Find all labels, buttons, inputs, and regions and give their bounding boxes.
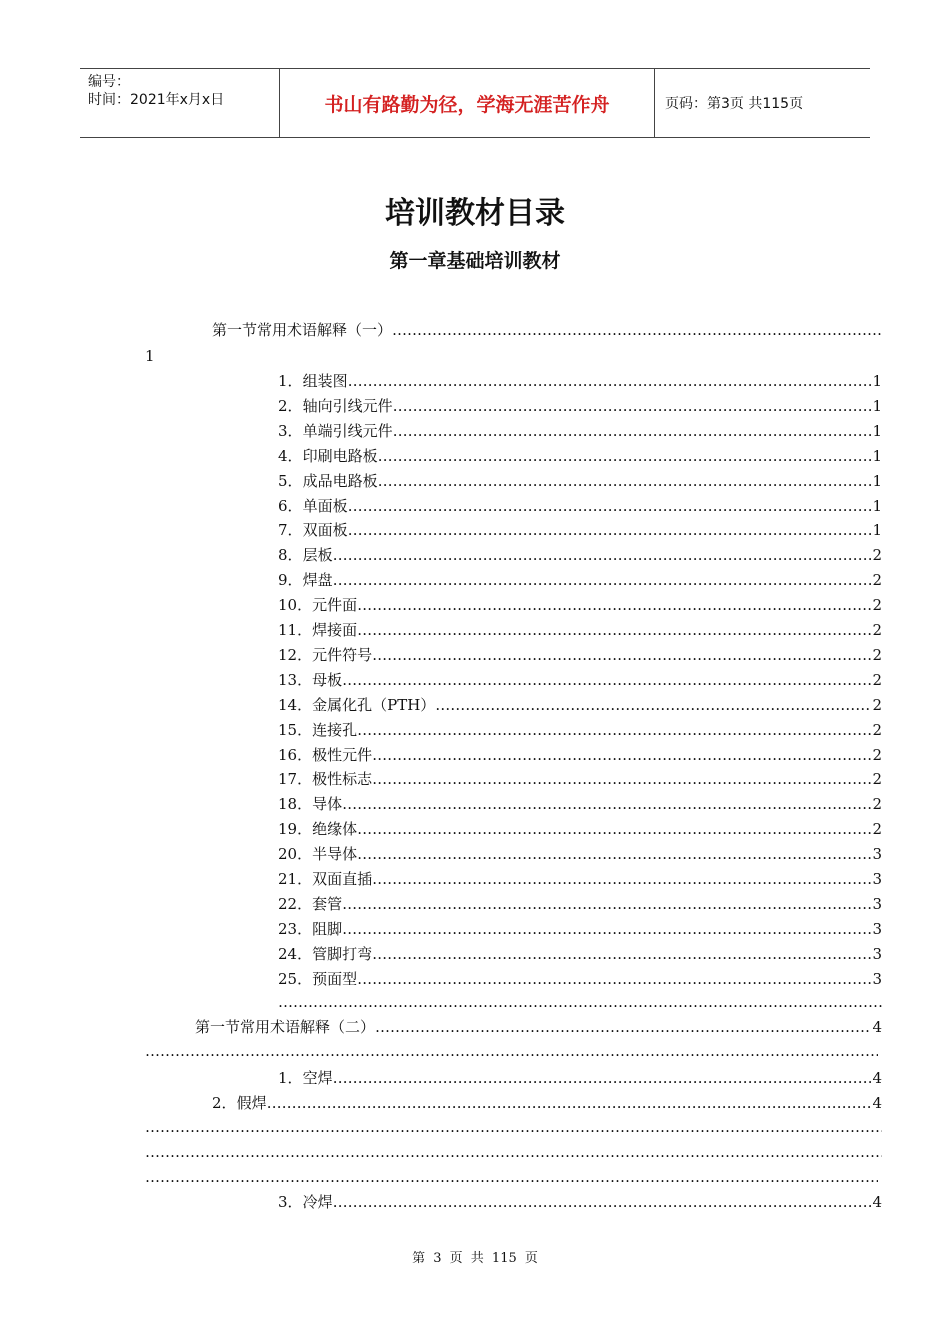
toc-item-number: 12 bbox=[278, 645, 298, 664]
leader-dots bbox=[357, 819, 871, 839]
toc-item-text: 元件符号 bbox=[312, 645, 373, 664]
toc-item-page: 1 bbox=[872, 521, 882, 540]
page-title: 培训教材目录 bbox=[385, 196, 565, 231]
leader-dots bbox=[372, 645, 871, 665]
number-separator: ． bbox=[297, 969, 313, 988]
toc-item bbox=[278, 396, 882, 416]
toc-item-number: 19 bbox=[278, 820, 298, 839]
toc-item-text: 单面板 bbox=[302, 496, 348, 515]
toc-item-label bbox=[278, 545, 333, 565]
number-separator: ． bbox=[287, 1069, 303, 1087]
number-separator: ． bbox=[297, 944, 313, 963]
toc-item bbox=[278, 520, 882, 540]
toc-item-page: 3 bbox=[872, 969, 882, 988]
number-separator: ． bbox=[287, 1193, 303, 1211]
toc-item-page: 3 bbox=[872, 870, 882, 888]
toc-item-page: 2 bbox=[872, 820, 882, 839]
leader-dots bbox=[357, 969, 871, 989]
toc-item-number: 11 bbox=[278, 621, 298, 639]
toc-item bbox=[278, 1068, 882, 1088]
page-header bbox=[80, 68, 870, 138]
toc-item-text: 焊接面 bbox=[312, 621, 358, 639]
toc-item-label bbox=[278, 894, 342, 914]
toc-item-page: 2 bbox=[872, 795, 882, 814]
toc-item-label bbox=[278, 446, 378, 466]
toc-item-label bbox=[278, 695, 435, 715]
toc-item-label bbox=[278, 645, 372, 665]
number-separator: ． bbox=[297, 720, 313, 739]
toc-item-label bbox=[278, 794, 342, 814]
toc-item-text: 双面直插 bbox=[312, 870, 373, 888]
toc-item-label bbox=[278, 620, 357, 640]
leader-dots bbox=[342, 919, 871, 939]
toc-item-number: 8 bbox=[278, 546, 288, 565]
section-2-page: 4 bbox=[872, 1018, 882, 1036]
number-separator: ． bbox=[287, 571, 303, 590]
leader-dots bbox=[348, 371, 872, 391]
toc-item-text: 组装图 bbox=[302, 372, 348, 390]
toc-item-number: 3 bbox=[278, 1193, 288, 1211]
leader-dots bbox=[372, 745, 871, 765]
toc-item-page: 2 bbox=[872, 645, 882, 664]
leader-dots bbox=[378, 446, 872, 466]
toc-item-label bbox=[278, 471, 378, 491]
leader-dots-row bbox=[145, 1118, 882, 1136]
toc-item-number: 22 bbox=[278, 894, 298, 913]
toc-item-text: 印刷电路板 bbox=[302, 446, 378, 465]
toc-item-label bbox=[212, 1093, 267, 1113]
toc-item-label bbox=[278, 670, 342, 690]
toc-item-number: 17 bbox=[278, 770, 298, 789]
leader-dots bbox=[357, 844, 871, 864]
leader-dots bbox=[357, 620, 871, 640]
number-separator: ． bbox=[287, 396, 303, 415]
number-separator: ． bbox=[297, 820, 313, 839]
toc-item-text: 极性元件 bbox=[312, 745, 373, 764]
toc-item-number: 1 bbox=[278, 1069, 288, 1087]
toc-item-text: 极性标志 bbox=[312, 770, 373, 789]
number-separator: ． bbox=[297, 894, 313, 913]
toc-item-page: 4 bbox=[872, 1069, 882, 1087]
toc-item bbox=[212, 1093, 882, 1113]
toc-item bbox=[278, 919, 882, 939]
toc-item-text: 导体 bbox=[312, 795, 343, 814]
toc-item-label bbox=[278, 745, 372, 765]
toc-item-number: 23 bbox=[278, 919, 298, 938]
number-separator: ． bbox=[297, 621, 313, 639]
toc-item-number: 6 bbox=[278, 496, 288, 515]
leader-dots bbox=[342, 670, 871, 690]
toc-item-label bbox=[278, 819, 357, 839]
header-meta bbox=[80, 69, 280, 137]
leader-dots bbox=[392, 320, 882, 340]
toc-item-number: 13 bbox=[278, 670, 298, 689]
toc-item bbox=[278, 645, 882, 665]
section-1-label: 第一节常用术语解释（一） bbox=[212, 321, 393, 339]
toc-item-text: 空焊 bbox=[302, 1069, 333, 1087]
number-separator: ． bbox=[287, 372, 303, 390]
leader-dots bbox=[357, 595, 871, 615]
toc-item-page: 2 bbox=[872, 670, 882, 689]
toc-item-text: 双面板 bbox=[302, 521, 348, 540]
toc-item bbox=[278, 720, 882, 740]
toc-item-number: 16 bbox=[278, 745, 298, 764]
toc-item bbox=[278, 371, 882, 391]
toc-item-text: 套管 bbox=[312, 894, 343, 913]
toc-item-number: 5 bbox=[278, 471, 288, 490]
toc-item-page: 3 bbox=[872, 894, 882, 913]
toc-item-label bbox=[278, 944, 372, 964]
number-separator: ． bbox=[287, 471, 303, 490]
toc-item-number: 21 bbox=[278, 870, 298, 888]
leader-dots bbox=[342, 894, 871, 914]
toc-item-text: 半导体 bbox=[312, 845, 358, 864]
number-separator: ． bbox=[287, 496, 303, 515]
number-separator: ． bbox=[297, 596, 313, 615]
number-separator: ． bbox=[297, 670, 313, 689]
toc-item-page: 4 bbox=[872, 1094, 882, 1112]
toc-item-page: 4 bbox=[872, 1193, 882, 1211]
toc-item bbox=[278, 794, 882, 814]
leader-dots bbox=[378, 471, 872, 491]
toc-item-text: 阻脚 bbox=[312, 919, 343, 938]
toc-item-text: 母板 bbox=[312, 670, 343, 689]
leader-dots bbox=[435, 695, 871, 715]
number-separator: ． bbox=[297, 795, 313, 814]
number-separator: ． bbox=[297, 845, 313, 864]
toc-item-label bbox=[278, 844, 357, 864]
toc-item-number: 15 bbox=[278, 720, 298, 739]
toc-item-label bbox=[278, 769, 372, 789]
number-separator: ． bbox=[297, 645, 313, 664]
leader-dots-row bbox=[145, 1042, 878, 1060]
toc-item-label bbox=[278, 720, 357, 740]
toc-item-number: 2 bbox=[212, 1094, 222, 1112]
toc-item-text: 焊盘 bbox=[302, 571, 333, 590]
leader-dots bbox=[267, 1093, 872, 1113]
toc-item-page: 2 bbox=[872, 546, 882, 565]
toc-item bbox=[278, 695, 882, 715]
toc-item-number: 10 bbox=[278, 596, 298, 615]
number-separator: ． bbox=[297, 770, 313, 789]
leader-dots bbox=[372, 944, 871, 964]
number-separator: ． bbox=[297, 919, 313, 938]
section-2-label: 第一节常用术语解释（二） bbox=[195, 1018, 376, 1036]
leader-dots-row bbox=[278, 993, 882, 1011]
toc-item-label bbox=[278, 595, 357, 615]
toc-item bbox=[278, 496, 882, 516]
toc-item-label bbox=[278, 520, 348, 540]
toc-item-number: 4 bbox=[278, 446, 288, 465]
toc-item-number: 24 bbox=[278, 944, 298, 963]
toc-item-text: 预面型 bbox=[312, 969, 358, 988]
toc-item-text: 金属化孔（PTH） bbox=[312, 695, 436, 714]
toc-item-text: 层板 bbox=[302, 546, 333, 565]
toc-item bbox=[278, 944, 882, 964]
toc-item-page: 1 bbox=[872, 446, 882, 465]
toc-item bbox=[278, 894, 882, 914]
toc-item-text: 单端引线元件 bbox=[302, 421, 393, 440]
toc-item-number: 14 bbox=[278, 695, 298, 714]
toc-item-label bbox=[278, 421, 393, 441]
toc-item-page: 2 bbox=[872, 720, 882, 739]
toc-item-text: 管脚打弯 bbox=[312, 944, 373, 963]
leader-dots-row bbox=[145, 1143, 882, 1161]
toc-item-number: 20 bbox=[278, 845, 298, 864]
toc-item-page: 2 bbox=[872, 695, 882, 714]
toc-item-number: 1 bbox=[278, 372, 288, 390]
leader-dots bbox=[333, 1192, 872, 1212]
toc-item-number: 18 bbox=[278, 795, 298, 814]
toc-item-page: 2 bbox=[872, 745, 882, 764]
toc-item-text: 连接孔 bbox=[312, 720, 358, 739]
toc-item bbox=[278, 869, 882, 889]
toc-item bbox=[278, 819, 882, 839]
number-separator: ． bbox=[221, 1094, 237, 1112]
toc-item-page: 1 bbox=[872, 421, 882, 440]
toc-item bbox=[278, 670, 882, 690]
number-separator: ． bbox=[297, 870, 313, 888]
time-label: 时间：2021年x月x日 bbox=[88, 92, 225, 108]
toc-item-page: 2 bbox=[872, 596, 882, 615]
toc-item bbox=[278, 769, 882, 789]
toc-item-label bbox=[278, 969, 357, 989]
leader-dots-row bbox=[145, 1168, 878, 1186]
leader-dots bbox=[393, 396, 872, 416]
toc-item bbox=[278, 844, 882, 864]
toc-item bbox=[278, 1192, 882, 1212]
leader-dots bbox=[393, 421, 872, 441]
toc-item bbox=[278, 745, 882, 765]
toc-item bbox=[278, 471, 882, 491]
toc-item-page: 3 bbox=[872, 845, 882, 864]
leader-dots bbox=[357, 720, 871, 740]
leader-dots bbox=[372, 769, 871, 789]
toc-item-label bbox=[278, 1192, 333, 1212]
toc-item-number: 3 bbox=[278, 421, 288, 440]
toc-item-text: 成品电路板 bbox=[302, 471, 378, 490]
toc-item-page: 1 bbox=[872, 372, 882, 390]
toc-item-number: 2 bbox=[278, 396, 288, 415]
toc-item bbox=[278, 620, 882, 640]
toc-item-number: 7 bbox=[278, 521, 288, 540]
toc-item-page: 1 bbox=[872, 471, 882, 490]
toc-item-page: 2 bbox=[872, 621, 882, 639]
toc-item bbox=[278, 446, 882, 466]
number-separator: ． bbox=[287, 546, 303, 565]
serial-label: 编号： bbox=[88, 74, 130, 90]
toc-item bbox=[278, 421, 882, 441]
toc-item-text: 假焊 bbox=[236, 1094, 267, 1112]
toc-item-page: 2 bbox=[872, 770, 882, 789]
toc-item-number: 25 bbox=[278, 969, 298, 988]
toc-item-page: 1 bbox=[872, 496, 882, 515]
toc-item-page: 2 bbox=[872, 571, 882, 590]
toc-item-text: 元件面 bbox=[312, 596, 358, 615]
toc-item-page: 3 bbox=[872, 919, 882, 938]
toc-item bbox=[278, 969, 882, 989]
chapter-title: 第一章基础培训教材 bbox=[389, 250, 561, 272]
toc-item-number: 9 bbox=[278, 571, 288, 590]
leader-dots bbox=[348, 496, 872, 516]
header-page-info: 页码：第3页 共115页 bbox=[665, 96, 804, 112]
toc-item-text: 冷焊 bbox=[302, 1193, 333, 1211]
leader-dots bbox=[333, 1068, 872, 1088]
toc-item-text: 绝缘体 bbox=[312, 820, 358, 839]
toc-item-label bbox=[278, 396, 393, 416]
leader-dots bbox=[372, 869, 871, 889]
number-separator: ． bbox=[287, 521, 303, 540]
toc-item bbox=[278, 570, 882, 590]
toc-item-label bbox=[278, 919, 342, 939]
number-separator: ． bbox=[287, 421, 303, 440]
leader-dots bbox=[333, 570, 872, 590]
toc-item-page: 1 bbox=[872, 396, 882, 415]
toc-item-label bbox=[278, 371, 348, 391]
leader-dots bbox=[348, 520, 872, 540]
section-1-page: 1 bbox=[145, 347, 155, 365]
toc-item-label bbox=[278, 496, 348, 516]
toc-item-text: 轴向引线元件 bbox=[302, 396, 393, 415]
leader-dots bbox=[342, 794, 871, 814]
toc-item-page: 3 bbox=[872, 944, 882, 963]
toc-item-label bbox=[278, 1068, 333, 1088]
number-separator: ． bbox=[297, 745, 313, 764]
number-separator: ． bbox=[287, 446, 303, 465]
toc-item bbox=[278, 595, 882, 615]
page-footer: 第 3 页 共 115 页 bbox=[412, 1251, 538, 1266]
leader-dots bbox=[333, 545, 872, 565]
header-motto: 书山有路勤为径，学海无涯苦作舟 bbox=[280, 69, 655, 137]
toc-section-2 bbox=[195, 1017, 882, 1037]
leader-dots bbox=[375, 1017, 871, 1037]
toc-section-1 bbox=[212, 320, 882, 340]
toc-item bbox=[278, 545, 882, 565]
toc-item-label bbox=[278, 570, 333, 590]
toc-item-label bbox=[278, 869, 372, 889]
number-separator: ． bbox=[297, 695, 313, 714]
